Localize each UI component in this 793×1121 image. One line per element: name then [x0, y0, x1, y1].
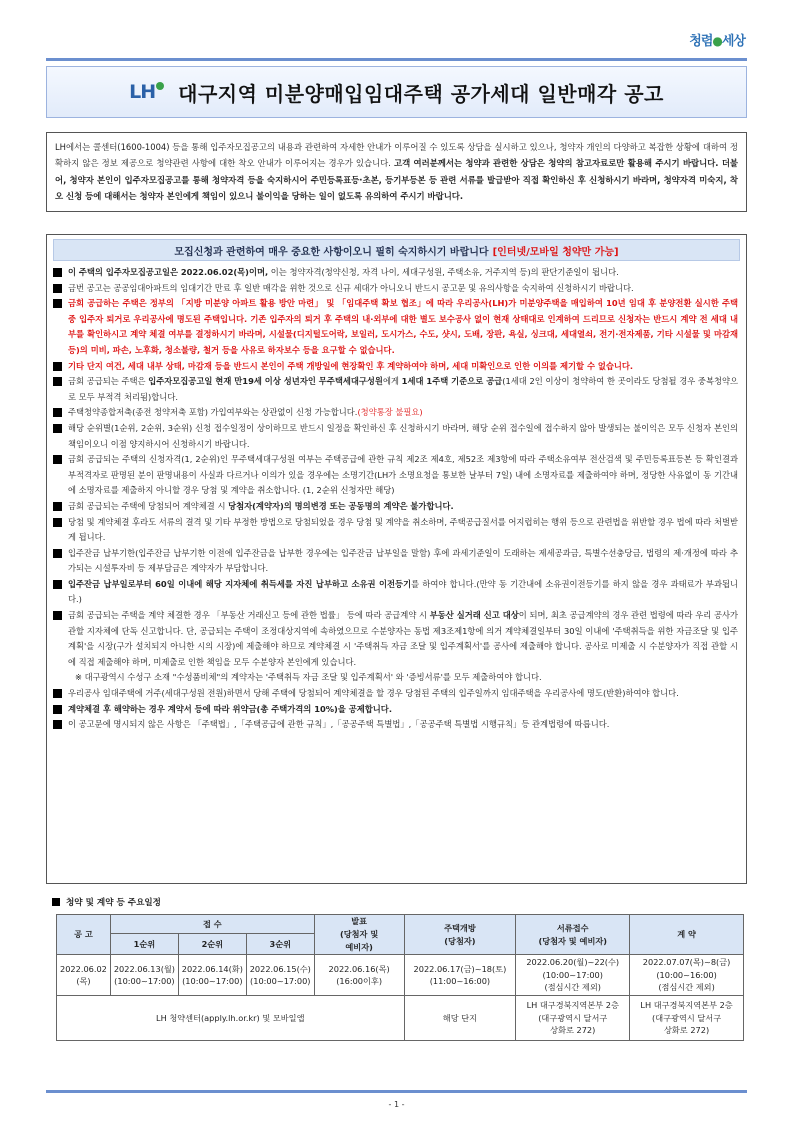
bullet-square-icon	[53, 299, 62, 308]
table-row	[57, 955, 744, 996]
brand-logo-text2: 세상	[721, 34, 745, 49]
item-bold: 입주잔금 납부일로부터 60일 이내에 해당 지자체에 취득세를 자진 납부하고 소유권 이전등기	[68, 578, 412, 589]
bullet-square-icon	[53, 362, 62, 371]
bullet-square-icon	[53, 518, 62, 527]
item-text-red: 금회 공급하는 주택은 정부의 「지방 미분양 아파트 활용 방안 마련」 및 「임대주택 확보 협조」에 따라 우리공사(LH)가 미분양주택을 매입하여 10년 임대 후 분양전환 실시한 주택 중 입주자 퇴거로 우리공사에 명도된 주택입니다. 기존 입주자의 퇴거 후 주택의 내·외부에 대한 별도 보수공사 없이 현재 상태대로 인계하여 드리므로 신청자는 반드시 계약 전 세대 내부를 확인하시고 계약 체결 여부를 결정하시기 바라며, 시설물(디지털도어락, 보일러, 도시가스, 수도, 샷시, 도배, 장판, 욕실, 싱크대, 세대열쇠, 전기·전자제품, 기타 시설물 및 마감재 등)의 미비, 파손, 노후화, 청소불량, 철거 등을 사유로 하자보수 등을 요구할 수 없습니다.	[68, 298, 738, 355]
table-row	[57, 996, 744, 1041]
cell-contract-place: LH 대구경북지역본부 2층 (대구광역시 달서구 상화로 272)	[630, 996, 744, 1041]
lh-logo-dot-icon	[156, 82, 164, 90]
intro-text: LH에서는 콜센터(1600-1004) 등을 통해 입주자모집공고의 내용과 관련하여 자세한 안내가 이루어질 수 있도록 상담을 실시하고 있으나, 청약자 개인의 다양하고 복잡한 상황에 대하여 정확하지 않은 정보 제공으로 청약관련 사항에 대한 착오 안내가 이루어지는 경우가 있습니다.	[55, 142, 738, 169]
brand-logo-text: 청렴	[689, 34, 713, 49]
list-item	[53, 405, 738, 421]
header-rank1: 1순위	[110, 934, 178, 955]
list-item	[53, 499, 738, 515]
intro-box	[46, 132, 747, 212]
title-box	[46, 66, 747, 118]
cell-docs-date: 2022.06.20(월)~22(수) (10:00~17:00) (점심시간 제외)	[516, 955, 630, 996]
bullet-square-icon	[53, 424, 62, 433]
header-rank2: 2순위	[178, 934, 246, 955]
notice-heading-text: 모집신청과 관련하여 매우 중요한 사항이오니 필히 숙지하시기 바랍니다	[174, 246, 489, 258]
list-item	[53, 421, 738, 452]
schedule-title	[52, 896, 161, 908]
globe-icon: ●	[712, 34, 722, 48]
table-row	[57, 915, 744, 934]
brand-logo	[689, 30, 745, 49]
top-rule	[46, 58, 747, 61]
list-item	[53, 281, 738, 297]
list-item	[53, 717, 738, 733]
bullet-square-icon	[53, 377, 62, 386]
item-text: 주택청약종합저축(종전 청약저축 포함) 가입여부와는 상관없이 신청 가능합니다.	[68, 407, 358, 418]
cell-rank3-date: 2022.06.15(수) (10:00~17:00)	[246, 955, 314, 996]
item-text: 이 공고문에 명시되지 않은 사항은 「주택법」,「주택공급에 관한 규칙」,「공공주택 특별법」,「공공주택 특별법 시행규칙」등 관계법령에 따릅니다.	[68, 719, 610, 730]
item-bold: 이 주택의 입주자모집공고일은 2022.06.02(목)이며,	[68, 267, 269, 277]
schedule-title-text: 청약 및 계약 등 주요일정	[66, 898, 161, 908]
list-item	[53, 359, 738, 375]
header-open: 주택개방 (당첨자)	[404, 915, 516, 955]
bullet-square-icon	[53, 502, 62, 511]
page-number: - 1 -	[388, 1100, 405, 1109]
bullet-square-icon	[53, 720, 62, 729]
cell-open-place: 해당 단지	[404, 996, 516, 1041]
item-text-red: (청약통장 불필요)	[357, 407, 423, 418]
list-item	[53, 296, 738, 358]
item-text: 우리공사 임대주택에 거주(세대구성원 전원)하면서 당해 주택에 당첨되어 계약체결을 할 경우 당첨된 주택의 입주일까지 임대주택을 우리공사에 명도(반환)하여야 합니다.	[68, 688, 679, 699]
item-text: 당첨 및 계약체결 후라도 서류의 결격 및 기타 부정한 방법으로 당첨되었을 경우 당첨 및 계약을 취소하며, 주택공급질서를 어지럽히는 행위 등으로 관련법을 위반할 경우 법에 따라 처벌받게 됩니다.	[68, 516, 738, 543]
item-bold: 1세대 1주택 기준으로 공급	[401, 376, 503, 387]
cell-rank2-date: 2022.06.14(화) (10:00~17:00)	[178, 955, 246, 996]
item-bold: 부동산 실거래 신고 대상	[429, 610, 519, 621]
item-text: 입주잔금 납부기한(입주잔금 납부기한 이전에 입주잔금을 납부한 경우에는 입주잔금 납부일을 말함) 후에 과세기준일이 도래하는 제세공과금, 특별수선충당금, 법령의 제·개정에 따라 추가되는 시설투자비 등 제부담금은 계약자가 부담합니다.	[68, 547, 738, 574]
header-notice: 공 고	[57, 915, 111, 955]
bullet-square-icon	[53, 268, 62, 277]
list-item	[53, 515, 738, 546]
header-contract: 계 약	[630, 915, 744, 955]
notice-list	[47, 265, 746, 733]
list-item	[53, 374, 738, 405]
item-bold: 당첨자(계약자)의 명의변경 또는 공동명의 계약은 불가합니다.	[228, 500, 454, 511]
item-note: ※ 대구광역시 수성구 소재 "수성품비체"의 계약자는 '주택취득 자금 조달 및 입주계획서' 와 '증빙서류'를 모두 제출하여야 합니다.	[75, 672, 542, 683]
schedule-table	[56, 914, 744, 1041]
item-text: 금번 공고는 공공임대아파트의 임대기간 만료 후 일반 매각을 위한 것으로 신규 세대가 아니오니 반드시 공고문 및 유의사항을 숙지하여 신청하시기 바랍니다.	[68, 282, 634, 293]
lh-logo	[129, 81, 164, 103]
list-item	[53, 702, 738, 718]
bullet-square-icon	[53, 284, 62, 293]
item-text: 에게	[382, 376, 402, 387]
cell-open-date: 2022.06.17(금)~18(토) (11:00~16:00)	[404, 955, 516, 996]
cell-notice-date: 2022.06.02 (목)	[57, 955, 111, 996]
lh-logo-text: LH	[129, 81, 156, 103]
item-text: (1세대 2인 이상이 청약하여 한 곳이라도 당첨될 경우 중복청약으로 모두 부적격 처리됨)합니다.	[68, 376, 738, 402]
header-rank3: 3순위	[246, 934, 314, 955]
item-text: 금회 공급되는 주택의 신청자격(1, 2순위)인 무주택세대구성원 여부는 주택공급에 관한 규칙 제2조 제4호, 제52조 제3항에 따라 주택소유여부 전산검색 및 주민등록표등본 등 확인결과 부적격자로 판명된 분이 판명내용이 사실과 다르거나 이의가 있을 경우에는 소명기간(LH가 소명요청을 통보한 날부터 7일) 내에 소명자료를 제출하여야 하며, 정당한 사유없이 동 기간내에 소명자료를 제출하지 아니할 경우 당첨 및 계약을 취소합니다. (1, 2순위 신청자만 해당)	[68, 454, 738, 496]
cell-announce-date: 2022.06.16(목) (16:00이후)	[314, 955, 404, 996]
header-receipt: 접 수	[110, 915, 314, 934]
list-item	[53, 686, 738, 702]
cell-rank1-date: 2022.06.13(월) (10:00~17:00)	[110, 955, 178, 996]
header-docs: 서류접수 (당첨자 및 예비자)	[516, 915, 630, 955]
notice-box	[46, 234, 747, 884]
item-text-red: 기타 단지 여건, 세대 내부 상태, 마감재 등을 반드시 본인이 주택 개방일에 현장확인 후 계약하여야 하며, 세대 미확인으로 인한 이의를 제기할 수 없습니다.	[68, 360, 634, 371]
bullet-square-icon	[53, 580, 62, 589]
item-text: 금회 공급되는 주택을 계약 체결한 경우 「부동산 거래신고 등에 관한 법률」 등에 따라 공급계약 시	[68, 610, 430, 621]
item-text: 를 하여야 합니다.(만약 동 기간내에 소유권이전등기를 하지 않을 경우 과태료가 부과됩니다.)	[68, 578, 738, 605]
bullet-square-icon	[53, 455, 62, 464]
list-item	[53, 452, 738, 499]
header-announce: 발표 (당첨자 및 예비자)	[314, 915, 404, 955]
cell-docs-place: LH 대구경북지역본부 2층 (대구광역시 달서구 상화로 272)	[516, 996, 630, 1041]
list-item	[53, 608, 738, 670]
list-item	[53, 577, 738, 608]
cell-contract-date: 2022.07.07(목)~8(금) (10:00~16:00) (점심시간 제외)	[630, 955, 744, 996]
item-text: 금회 공급되는 주택에 당첨되어 계약체결 시	[68, 500, 229, 511]
notice-heading	[53, 239, 740, 261]
bullet-square-icon	[53, 689, 62, 698]
bullet-square-icon	[53, 705, 62, 714]
list-item	[53, 546, 738, 577]
list-item	[53, 265, 738, 281]
item-text: 금회 공급되는 주택은	[68, 376, 149, 387]
bullet-square-icon	[53, 408, 62, 417]
item-bold: 입주자모집공고일 현재 만19세 이상 성년자인 무주택세대구성원	[148, 376, 383, 387]
item-text: 이 되며, 최초 공급계약의 경우 관련 법령에 따라 우리 공사가 관할 지자체에 단독 신고합니다. 단, 공급되는 주택이 조정대상지역에 속하였으므로 수분양자는 동법 제3조제1항에 의거 계약체결일부터 30일 이내에 '주택취득을 위한 자금조달 및 입주 계획'을 시장(구가 설치되지 아니한 시의 시장)에 제출해야 하므로 계약체결 시 '주택취득 자금 조달 및 입주계획서'를 공사에 제출해야 합니다. 공사로 미제출 시 수분양자가 직접 관할 시에 직접 제출해야 하며, 미제출로 인한 책임을 모두 수분양자 본인에게 있습니다.	[68, 610, 738, 667]
bullet-square-icon	[53, 611, 62, 620]
item-bold: 계약체결 후 해약하는 경우 계약서 등에 따라 위약금(총 주택가격의 10%)을 공제합니다.	[68, 703, 392, 714]
bullet-square-icon	[52, 898, 60, 906]
item-text: 이는 청약자격(청약신청, 자격 나이, 세대구성원, 주택소유, 거주지역 등)의 판단기준일이 됩니다.	[268, 267, 619, 277]
page-title: 대구지역 미분양매입임대주택 공가세대 일반매각 공고	[178, 81, 664, 106]
bottom-rule	[46, 1090, 747, 1093]
bullet-square-icon	[53, 549, 62, 558]
notice-heading-tag: [인터넷/모바일 청약만 가능]	[492, 246, 619, 258]
cell-receipt-place: LH 청약센터(apply.lh.or.kr) 및 모바일앱	[57, 996, 405, 1041]
intro-bold-text: 고객 여러분께서는 청약과 관련한 상담은 청약의 참고자료로만 활용해 주시기 바랍니다. 더불어, 청약자 본인이 입주자모집공고를 통해 청약자격 등을 숙지하시어 주민등록표등·초본, 등기부등본 등 관련 서류를 발급받아 직접 확인하신 후 신청하시기 바라며, 청약자격 미숙지, 착오 신청 등에 대해서는 청약자 본인에게 책임이 있으니 불이익을 당하는 일이 없도록 유의하여 주시기 바랍니다.	[55, 158, 738, 202]
item-text: 해당 순위별(1순위, 2순위, 3순위) 신청 접수일정이 상이하므로 반드시 일정을 확인하신 후 신청하시기 바라며, 해당 순위 접수일에 접수하지 않아 발생되는 불이익은 모두 신청자 본인의 책임이오니 이점 양지하시어 신청하시기 바랍니다.	[68, 422, 738, 449]
